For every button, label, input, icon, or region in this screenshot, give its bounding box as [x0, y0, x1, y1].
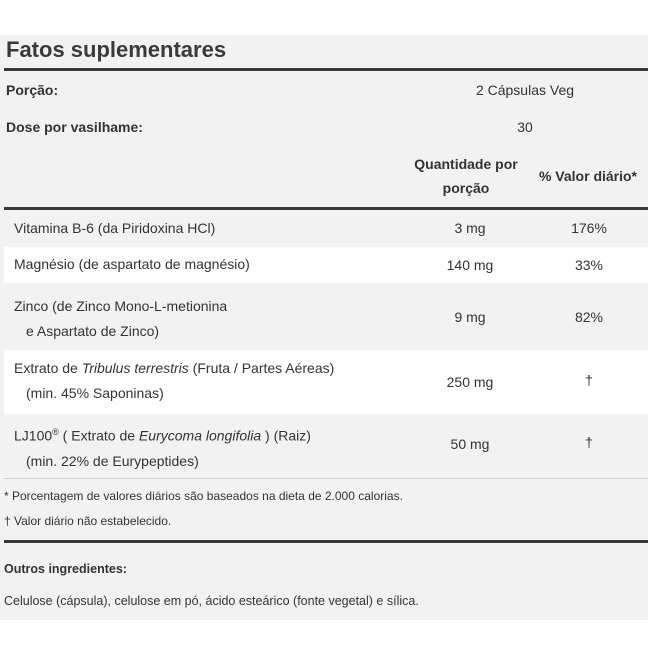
- nutrient-row: [4, 414, 648, 478]
- row-divider: [4, 478, 648, 479]
- nutrient-amount: 3 mg: [454, 220, 486, 236]
- nutrient-daily-value: 33%: [574, 257, 604, 273]
- other-ingredients-label: Outros ingredientes:: [4, 562, 127, 576]
- nutrient-name: Extrato de Tribulus terrestris (Fruta / Partes Aéreas) (min. 45% Saponinas): [14, 360, 335, 401]
- title-divider: [4, 68, 648, 71]
- nutrient-name: LJ100® ( Extrato de Eurycoma longifolia ) (Raiz) (min. 22% de Eurypeptides): [14, 427, 311, 469]
- nutrient-row: [4, 210, 648, 247]
- daily-value-header: % Valor diário*: [538, 168, 638, 184]
- panel-title: Fatos suplementares: [6, 37, 227, 62]
- other-ingredients-text: Celulose (cápsula), celulose em pó, ácido esteárico (fonte vegetal) e sílica.: [4, 594, 419, 608]
- nutrient-daily-value: †: [585, 434, 593, 450]
- nutrient-daily-value: †: [585, 372, 593, 388]
- nutrient-row: [4, 350, 648, 414]
- nutrient-amount: 250 mg: [446, 374, 494, 390]
- nutrient-daily-value: 176%: [571, 220, 607, 236]
- nutrient-row: [4, 283, 648, 350]
- nutrient-amount: 140 mg: [446, 257, 494, 273]
- nutrient-daily-value: 82%: [574, 309, 604, 325]
- nutrient-amount: 9 mg: [454, 309, 486, 325]
- serving-size-label: Porção:: [6, 82, 59, 98]
- servings-per-container-label: Dose por vasilhame:: [6, 119, 143, 135]
- footnote-daily-values: * Porcentagem de valores diários são baseados na dieta de 2.000 calorias.: [4, 489, 403, 503]
- footnote-not-established: † Valor diário não estabelecido.: [4, 514, 172, 528]
- nutrient-name: Magnésio (de aspartato de magnésio): [14, 256, 250, 272]
- nutrient-row: [4, 247, 648, 283]
- nutrient-name: Vitamina B-6 (da Piridoxina HCl): [14, 220, 216, 236]
- footnote-divider: [4, 540, 648, 543]
- serving-size-value: 2 Cápsulas Veg: [475, 82, 575, 98]
- servings-per-container-value: 30: [517, 119, 533, 135]
- nutrient-amount: 50 mg: [450, 436, 490, 452]
- amount-per-serving-header: Quantidade por porção: [414, 156, 518, 196]
- nutrient-name: Zinco (de Zinco Mono-L-metionina e Aspartato de Zinco): [14, 298, 228, 339]
